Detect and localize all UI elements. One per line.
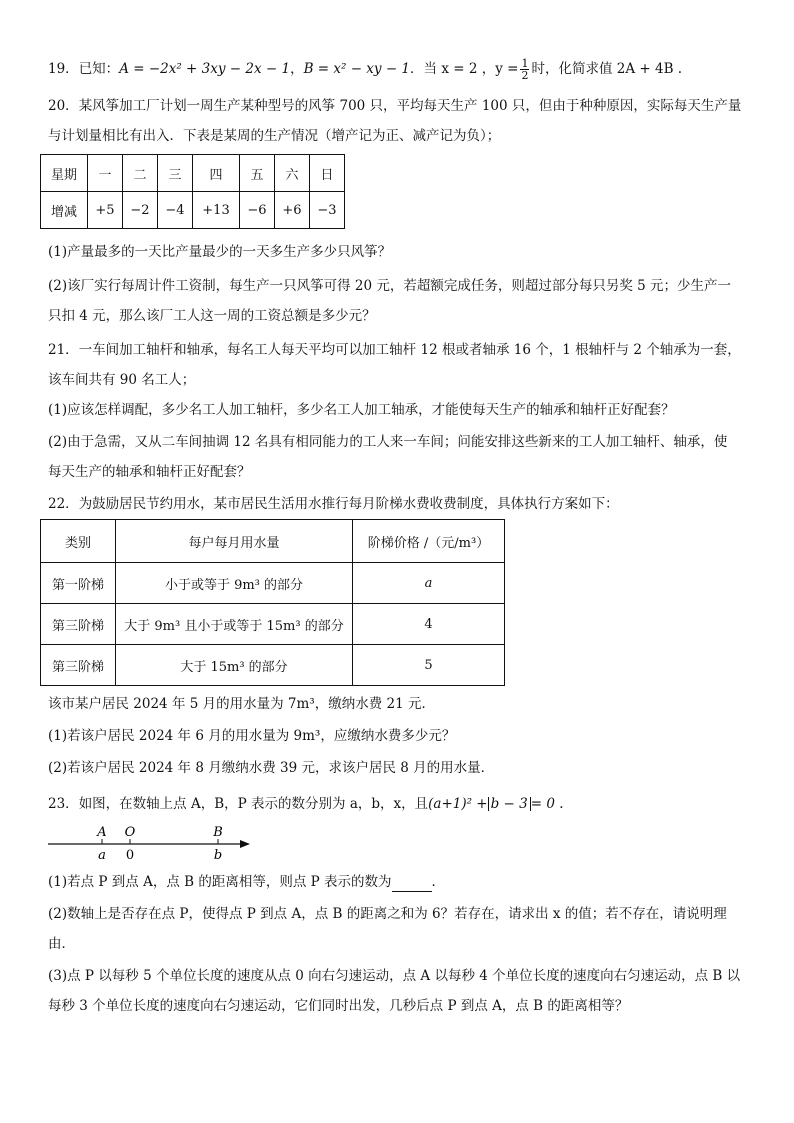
- q21-part2-line1: (2)由于急需，又从二车间抽调 12 名具有相同能力的工人来一车间；问能安排这些新来的工人加工轴杆、轴承，使: [48, 434, 728, 450]
- table-cell: +6: [275, 192, 310, 229]
- table-cell: 二: [123, 155, 158, 192]
- q20-text1: 某风筝加工厂计划一周生产某种型号的风筝 700 只，平均每天生产 100 只，但由于种种原因，实际每天生产量: [78, 98, 742, 114]
- q21-part1: (1)应该怎样调配，多少名工人加工轴杆，多少名工人加工轴承，才能使每天生产的轴承和轴杆正好配套？: [48, 402, 675, 418]
- q23-part3-line1: (3)点 P 以每秒 5 个单位长度的速度从点 0 向右匀速运动，点 A 以每秒 4 个单位长度的速度向右匀速运动，点 B 以: [48, 968, 741, 984]
- q22-text1: 为鼓励居民节约用水，某市居民生活用水推行每月阶梯水费收费制度，具体执行方案如下：: [78, 496, 619, 512]
- q22-part2: (2)若该户居民 2024 年 8 月缴纳水费 39 元，求该户居民 8 月的用水量．: [48, 760, 495, 776]
- table-cell: 第三阶梯: [41, 604, 116, 645]
- q23-part2-line1: (2)数轴上是否存在点 P，使得点 P 到点 A，点 B 的距离之和为 6？若存在，请求出 x 的值；若不存在，请说明理: [48, 906, 727, 922]
- table-cell: −6: [240, 192, 275, 229]
- q23-part1-end: ．: [431, 874, 445, 890]
- label-B: B: [213, 825, 223, 840]
- table-cell: 4: [353, 604, 505, 645]
- q19-frac-num: 1: [521, 57, 529, 70]
- q23-part2-line2: 由．: [48, 936, 75, 952]
- table-cell: 每户每月用水量: [116, 520, 353, 563]
- table-cell: 六: [275, 155, 310, 192]
- q19-cond: ．当 x = 2 ，y =: [410, 61, 519, 77]
- q21-text1: 一车间加工轴杆和轴承，每名工人每天平均可以加工轴杆 12 根或者轴承 16 个，1 根轴杆与 2 个轴承为一套，: [78, 342, 741, 358]
- table-cell: −3: [310, 192, 345, 229]
- q23-text1: 如图，在数轴上点 A，B，P 表示的数分别为 a，b，x，且: [78, 796, 429, 812]
- table-cell: 五: [240, 155, 275, 192]
- table-cell: 大于 9m³ 且小于或等于 15m³ 的部分: [116, 604, 353, 645]
- table-cell: 大于 15m³ 的部分: [116, 645, 353, 686]
- table-cell: 增减: [41, 192, 88, 229]
- q23-line1: [48, 794, 748, 814]
- q19-fraction: [520, 58, 529, 81]
- q23-part3-line2: 每秒 3 个单位长度的速度向右匀速运动，它们同时出发，几秒后点 P 到点 A，点 B 的距离相等？: [48, 998, 629, 1014]
- q20-part2-line2: 只扣 4 元，那么该厂工人这一周的工资总额是多少元？: [48, 308, 376, 324]
- table-cell: 5: [353, 645, 505, 686]
- q19-lead: 已知：: [78, 61, 120, 77]
- table-cell: 四: [193, 155, 240, 192]
- number-line-figure: [44, 822, 254, 862]
- q21-line1: [48, 340, 748, 360]
- q21-line2: 该车间共有 90 名工人；: [48, 372, 196, 388]
- q20-line1: [48, 96, 748, 116]
- label-b: b: [213, 848, 223, 862]
- table-cell: −4: [158, 192, 193, 229]
- q23-part1-text: (1)若点 P 到点 A，点 B 的距离相等，则点 P 表示的数为: [48, 874, 392, 890]
- q19-line: [48, 58, 748, 81]
- label-O: O: [124, 825, 136, 840]
- q23-number: 23．: [48, 796, 79, 812]
- water-row: [41, 604, 505, 645]
- q21-number: 21．: [48, 342, 79, 358]
- axis-arrow-icon: [240, 840, 250, 848]
- q22-line1: [48, 494, 748, 514]
- q22-number: 22．: [48, 496, 79, 512]
- q22-part1: (1)若该户居民 2024 年 6 月的用水量为 9m³，应缴纳水费多少元？: [48, 728, 456, 744]
- q23-tail: = 0 .: [530, 796, 564, 812]
- answer-blank[interactable]: [392, 877, 432, 892]
- water-fee-table: [40, 519, 505, 686]
- q19-tail: 时，化简求值 2A + 4B .: [531, 61, 683, 77]
- production-values-row: [41, 192, 345, 229]
- table-cell: −2: [123, 192, 158, 229]
- q23-part1: [48, 872, 748, 892]
- q22-after: 该市某户居民 2024 年 5 月的用水量为 7m³，缴纳水费 21 元．: [48, 696, 435, 712]
- water-row: [41, 645, 505, 686]
- q20-part2-line1: (2)该厂实行每周计件工资制，每生产一只风筝可得 20 元，若超额完成任务，则超过部分每只另奖 5 元；少生产一: [48, 278, 732, 294]
- production-header-row: [41, 155, 345, 192]
- table-cell: 三: [158, 155, 193, 192]
- table-cell: 日: [310, 155, 345, 192]
- table-cell: 小于或等于 9m³ 的部分: [116, 563, 353, 604]
- q19-b-expr: B = x² − xy − 1: [303, 61, 411, 77]
- q23-expr1: (a+1)² +: [428, 796, 488, 812]
- q19-number: 19．: [48, 61, 79, 77]
- table-cell: 第三阶梯: [41, 645, 116, 686]
- table-cell: +13: [193, 192, 240, 229]
- table-cell: 第一阶梯: [41, 563, 116, 604]
- water-row: [41, 563, 505, 604]
- q20-part1: (1)产量最多的一天比产量最少的一天多生产多少只风筝？: [48, 244, 392, 260]
- table-cell: a: [353, 563, 505, 604]
- q21-part2-line2: 每天生产的轴承和轴杆正好配套？: [48, 464, 251, 480]
- table-cell: 阶梯价格 /（元/m³）: [353, 520, 505, 563]
- production-table: [40, 154, 345, 229]
- label-A: A: [97, 825, 107, 840]
- q23-abs: b − 3: [488, 797, 531, 811]
- water-header-row: [41, 520, 505, 563]
- label-a: a: [98, 848, 106, 862]
- table-cell: +5: [88, 192, 123, 229]
- q20-number: 20．: [48, 98, 79, 114]
- table-cell: 一: [88, 155, 123, 192]
- q19-a-expr: A = −2x² + 3xy − 2x − 1: [119, 61, 291, 77]
- q19-frac-den: 2: [521, 69, 529, 82]
- q20-line2: 与计划量相比有出入．下表是某周的生产情况（增产记为正、减产记为负）；: [48, 128, 501, 144]
- table-cell: 星期: [41, 155, 88, 192]
- table-cell: 类别: [41, 520, 116, 563]
- q19-sep: ，: [290, 61, 304, 77]
- label-0: 0: [125, 848, 135, 862]
